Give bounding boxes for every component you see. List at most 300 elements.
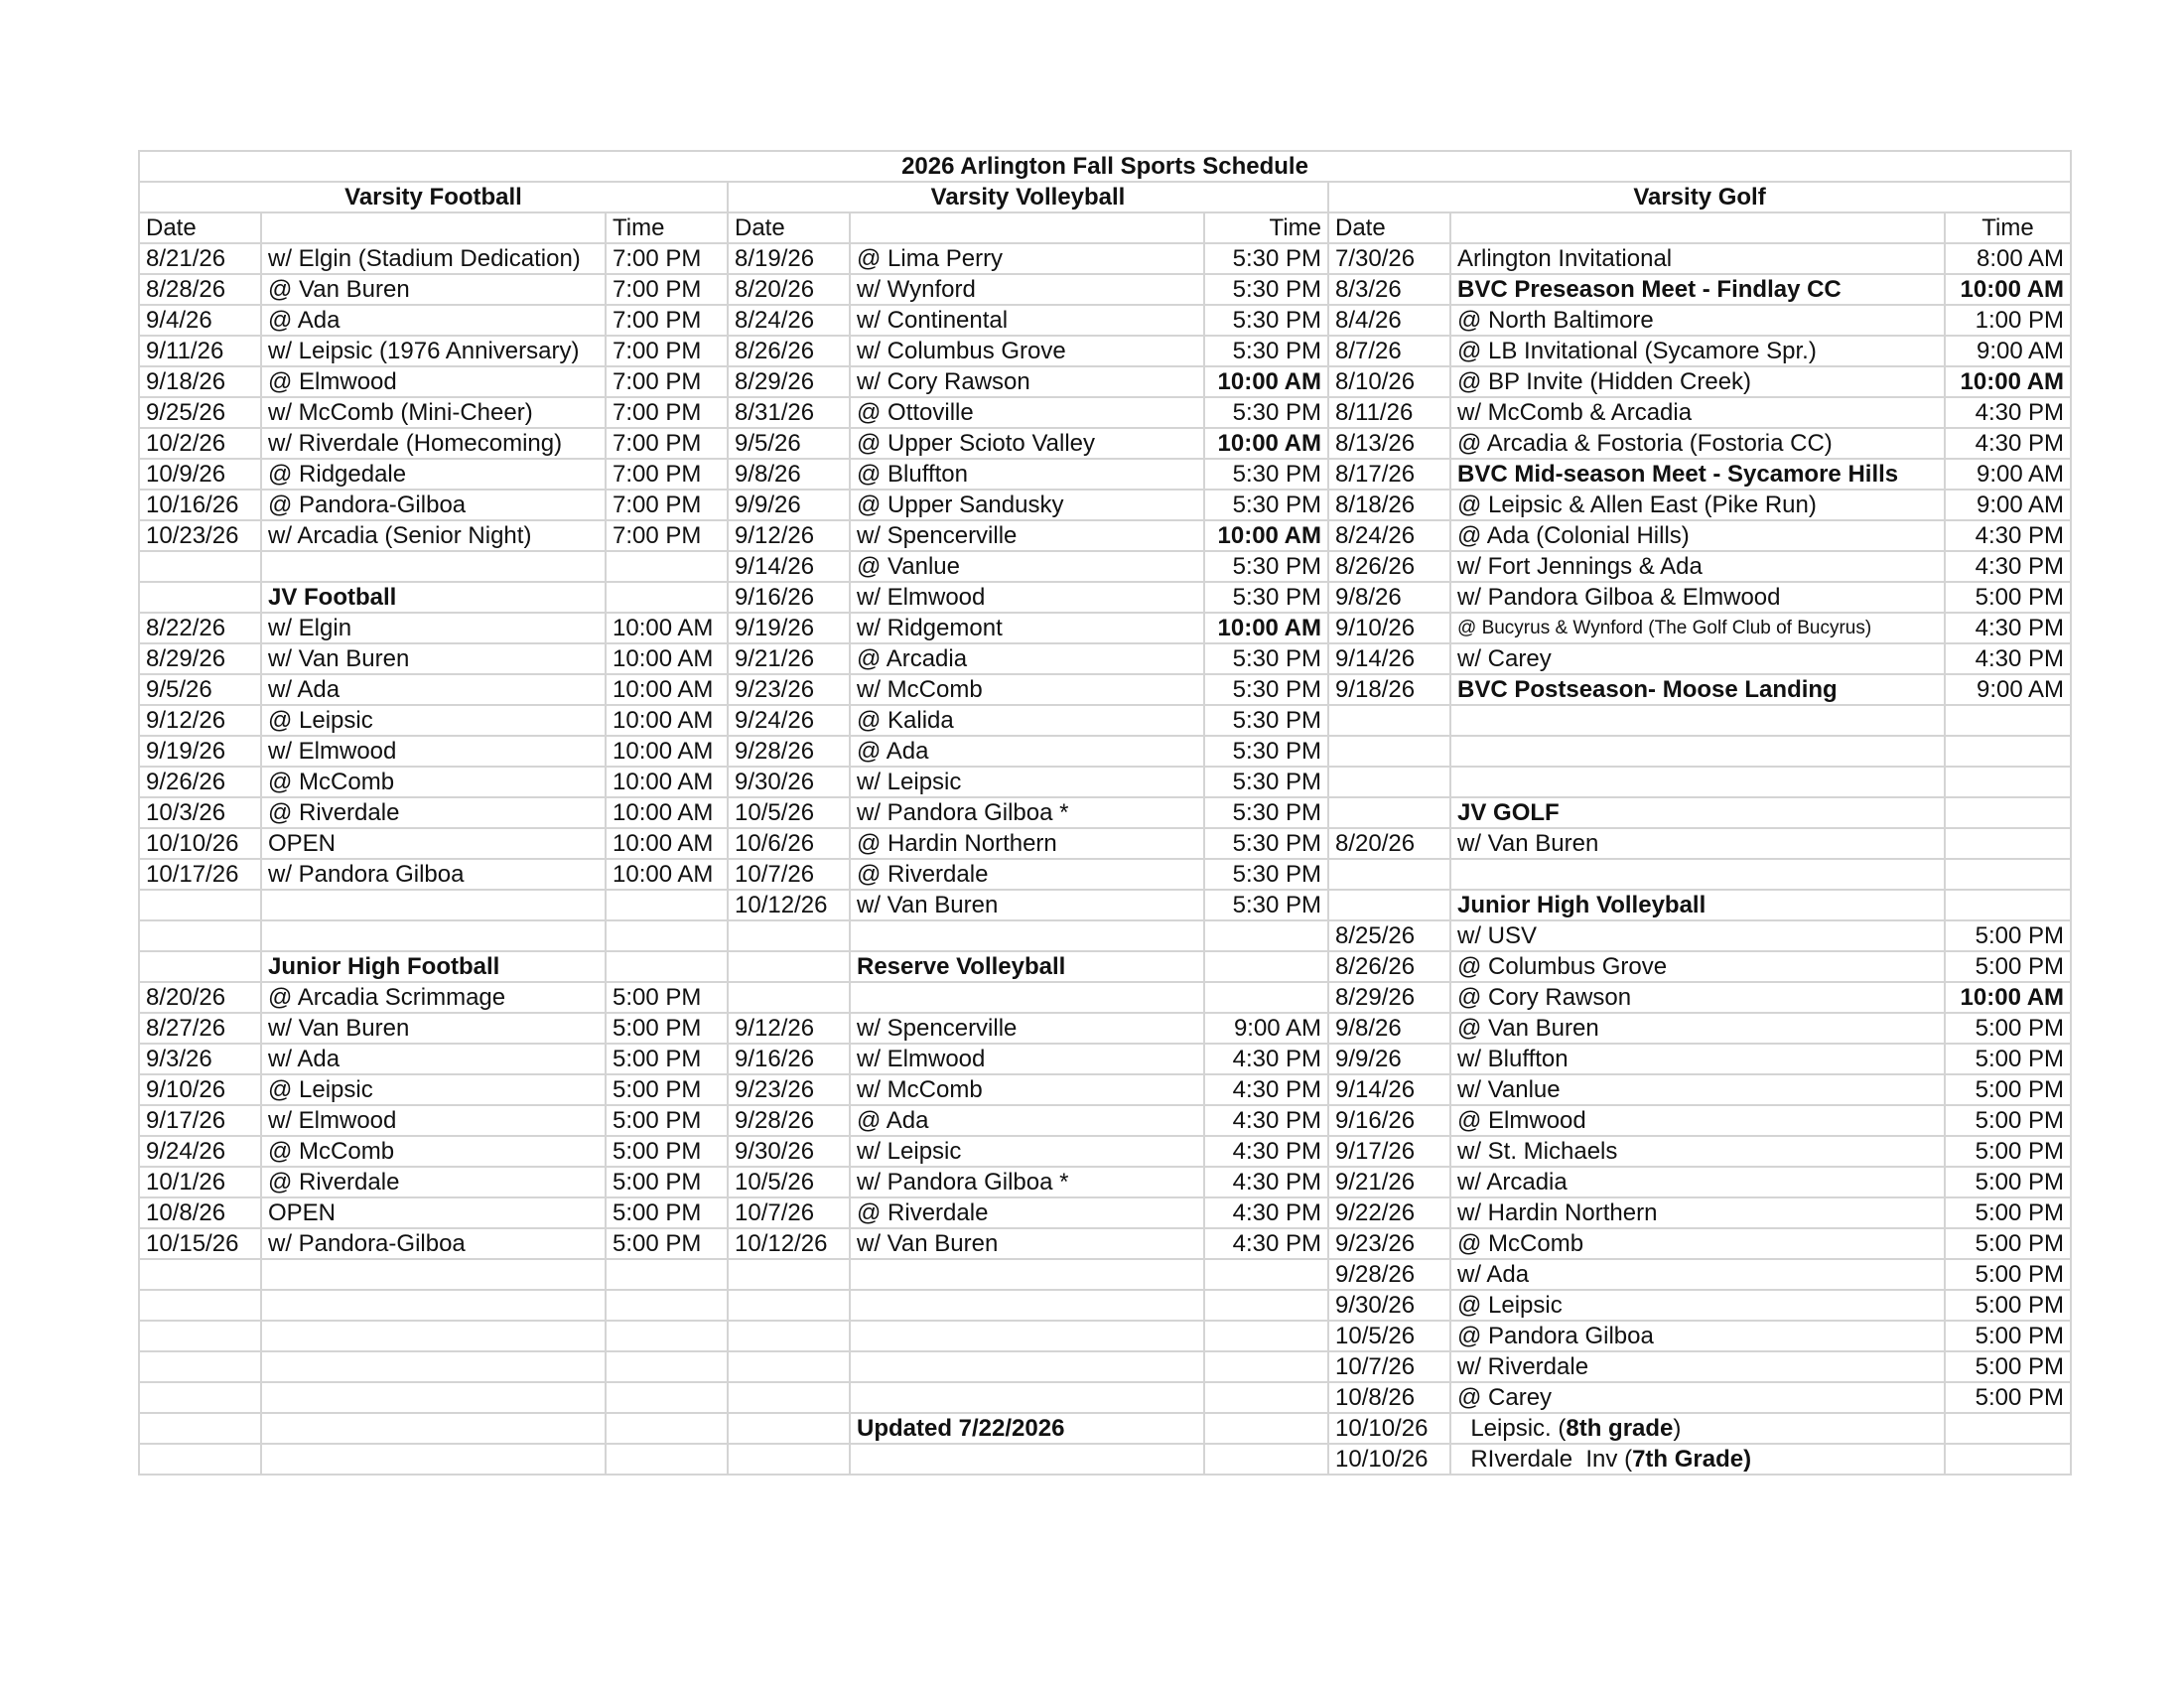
football-date-cell	[139, 1321, 261, 1351]
volleyball-time-cell: 4:30 PM	[1204, 1074, 1328, 1105]
golf-time-cell: 9:00 AM	[1945, 336, 2071, 366]
football-time-cell: 5:00 PM	[606, 1074, 728, 1105]
table-row	[139, 982, 2071, 1013]
golf-event-text-end: )	[1673, 1415, 1682, 1442]
volleyball-time-cell: 4:30 PM	[1204, 1044, 1328, 1074]
golf-date-cell	[1328, 736, 1450, 767]
football-date-cell: 9/18/26	[139, 366, 261, 397]
golf-time-cell: 4:30 PM	[1945, 551, 2071, 582]
football-opponent-cell: @ Leipsic	[261, 705, 606, 736]
volleyball-opponent-cell: @ Upper Scioto Valley	[850, 428, 1204, 459]
football-date-cell	[139, 1259, 261, 1290]
golf-event-cell: @ LB Invitational (Sycamore Spr.)	[1450, 336, 1945, 366]
column-header-row	[139, 212, 2071, 243]
football-opponent-cell: @ McComb	[261, 767, 606, 797]
golf-event-cell: w/ Ada	[1450, 1259, 1945, 1290]
football-date-cell: 10/3/26	[139, 797, 261, 828]
volleyball-time-cell: 4:30 PM	[1204, 1167, 1328, 1197]
volleyball-opponent-cell: w/ Spencerville	[850, 520, 1204, 551]
football-date-cell: 9/10/26	[139, 1074, 261, 1105]
golf-date-cell: 9/10/26	[1328, 613, 1450, 643]
golf-time-cell: 5:00 PM	[1945, 1228, 2071, 1259]
volleyball-date-cell	[728, 982, 850, 1013]
football-date-cell: 8/22/26	[139, 613, 261, 643]
golf-time-cell: 9:00 AM	[1945, 674, 2071, 705]
golf-event-cell: w/ Vanlue	[1450, 1074, 1945, 1105]
volleyball-opponent-cell: @ Riverdale	[850, 859, 1204, 890]
golf-date-cell: 9/14/26	[1328, 643, 1450, 674]
table-row	[139, 890, 2071, 920]
volleyball-opponent-cell: @ Bluffton	[850, 459, 1204, 490]
volleyball-opponent-cell: w/ Pandora Gilboa *	[850, 1167, 1204, 1197]
volleyball-opponent-cell: @ Vanlue	[850, 551, 1204, 582]
volleyball-opponent-cell: w/ Wynford	[850, 274, 1204, 305]
golf-date-cell: 8/18/26	[1328, 490, 1450, 520]
volleyball-date-cell: 9/23/26	[728, 674, 850, 705]
golf-time-cell	[1945, 828, 2071, 859]
golf-date-cell: 9/14/26	[1328, 1074, 1450, 1105]
golf-date-cell: 8/26/26	[1328, 551, 1450, 582]
football-time-cell: 5:00 PM	[606, 1136, 728, 1167]
volleyball-date-cell: 9/28/26	[728, 1105, 850, 1136]
football-opponent-cell: w/ Arcadia (Senior Night)	[261, 520, 606, 551]
football-opponent-cell: w/ Elmwood	[261, 736, 606, 767]
schedule-title: 2026 Arlington Fall Sports Schedule	[139, 151, 2071, 182]
date-header: Date	[728, 212, 850, 243]
golf-time-cell: 5:00 PM	[1945, 582, 2071, 613]
volleyball-date-cell: 10/6/26	[728, 828, 850, 859]
football-opponent-cell: w/ Pandora-Gilboa	[261, 1228, 606, 1259]
football-date-cell: 10/8/26	[139, 1197, 261, 1228]
table-row	[139, 1444, 2071, 1475]
volleyball-opponent-cell: @ Riverdale	[850, 1197, 1204, 1228]
volleyball-date-cell: 9/19/26	[728, 613, 850, 643]
volleyball-time-cell: 5:30 PM	[1204, 705, 1328, 736]
volleyball-opponent-cell	[850, 1290, 1204, 1321]
football-date-cell: 9/24/26	[139, 1136, 261, 1167]
golf-event-cell: @ Carey	[1450, 1382, 1945, 1413]
volleyball-time-cell	[1204, 1382, 1328, 1413]
golf-event-cell	[1450, 767, 1945, 797]
golf-event-cell: Junior High Volleyball	[1450, 890, 1945, 920]
football-opponent-cell	[261, 551, 606, 582]
golf-event-cell: @ North Baltimore	[1450, 305, 1945, 336]
golf-time-cell: 4:30 PM	[1945, 428, 2071, 459]
sport-header-varsity-golf: Varsity Golf	[1328, 182, 2071, 212]
golf-time-cell: 5:00 PM	[1945, 1197, 2071, 1228]
football-time-cell: 10:00 AM	[606, 643, 728, 674]
volleyball-time-cell: 5:30 PM	[1204, 767, 1328, 797]
volleyball-time-cell: 5:30 PM	[1204, 243, 1328, 274]
football-date-cell	[139, 1382, 261, 1413]
volleyball-date-cell: 8/29/26	[728, 366, 850, 397]
golf-date-cell: 9/28/26	[1328, 1259, 1450, 1290]
football-opponent-cell: w/ McComb (Mini-Cheer)	[261, 397, 606, 428]
golf-event-cell: @ Pandora Gilboa	[1450, 1321, 1945, 1351]
football-date-cell: 9/26/26	[139, 767, 261, 797]
golf-time-cell	[1945, 705, 2071, 736]
volleyball-opponent-cell: w/ McComb	[850, 674, 1204, 705]
football-opponent-cell	[261, 1382, 606, 1413]
football-opponent-cell: @ Pandora-Gilboa	[261, 490, 606, 520]
football-date-cell: 9/4/26	[139, 305, 261, 336]
golf-event-cell: BVC Preseason Meet - Findlay CC	[1450, 274, 1945, 305]
golf-time-cell	[1945, 890, 2071, 920]
golf-event-cell: w/ Bluffton	[1450, 1044, 1945, 1074]
golf-event-cell: Arlington Invitational	[1450, 243, 1945, 274]
volleyball-date-cell: 9/30/26	[728, 767, 850, 797]
football-date-cell: 8/28/26	[139, 274, 261, 305]
volleyball-date-cell: 9/12/26	[728, 1013, 850, 1044]
volleyball-opponent-cell: @ Ada	[850, 736, 1204, 767]
volleyball-opponent-cell: @ Ada	[850, 1105, 1204, 1136]
football-time-cell: 7:00 PM	[606, 459, 728, 490]
football-opponent-cell	[261, 1351, 606, 1382]
football-time-cell: 7:00 PM	[606, 490, 728, 520]
volleyball-opponent-cell: w/ Cory Rawson	[850, 366, 1204, 397]
volleyball-opponent-cell: w/ Leipsic	[850, 1136, 1204, 1167]
football-time-cell: 5:00 PM	[606, 1167, 728, 1197]
golf-date-cell: 8/20/26	[1328, 828, 1450, 859]
golf-time-cell: 5:00 PM	[1945, 1013, 2071, 1044]
football-time-cell: 7:00 PM	[606, 397, 728, 428]
football-time-cell: 10:00 AM	[606, 736, 728, 767]
volleyball-time-cell: 5:30 PM	[1204, 890, 1328, 920]
football-date-cell: 10/17/26	[139, 859, 261, 890]
football-opponent-cell: @ Riverdale	[261, 1167, 606, 1197]
table-row	[139, 305, 2071, 336]
volleyball-time-cell: 4:30 PM	[1204, 1228, 1328, 1259]
golf-time-cell: 5:00 PM	[1945, 1136, 2071, 1167]
table-row	[139, 951, 2071, 982]
golf-date-cell: 9/8/26	[1328, 1013, 1450, 1044]
football-opponent-cell: @ Van Buren	[261, 274, 606, 305]
football-opponent-cell: Junior High Football	[261, 951, 606, 982]
football-time-cell: 10:00 AM	[606, 828, 728, 859]
volleyball-opponent-cell	[850, 920, 1204, 951]
football-time-cell: 5:00 PM	[606, 1105, 728, 1136]
volleyball-date-cell: 10/7/26	[728, 1197, 850, 1228]
volleyball-date-cell	[728, 1321, 850, 1351]
golf-time-cell	[1945, 1413, 2071, 1444]
golf-time-cell: 5:00 PM	[1945, 1351, 2071, 1382]
football-date-cell: 10/9/26	[139, 459, 261, 490]
football-time-cell: 5:00 PM	[606, 1013, 728, 1044]
football-opponent-cell: w/ Pandora Gilboa	[261, 859, 606, 890]
football-opponent-cell: w/ Elgin	[261, 613, 606, 643]
golf-time-cell	[1945, 797, 2071, 828]
table-row	[139, 459, 2071, 490]
football-date-cell	[139, 582, 261, 613]
table-row	[139, 1105, 2071, 1136]
golf-time-cell: 5:00 PM	[1945, 1290, 2071, 1321]
volleyball-opponent-cell: Updated 7/22/2026	[850, 1413, 1204, 1444]
volleyball-date-cell: 9/14/26	[728, 551, 850, 582]
football-time-cell: 10:00 AM	[606, 859, 728, 890]
golf-event-cell: w/ Hardin Northern	[1450, 1197, 1945, 1228]
volleyball-date-cell: 9/28/26	[728, 736, 850, 767]
volleyball-time-cell: 4:30 PM	[1204, 1197, 1328, 1228]
volleyball-opponent-cell	[850, 982, 1204, 1013]
golf-date-cell: 9/30/26	[1328, 1290, 1450, 1321]
volleyball-time-cell: 5:30 PM	[1204, 274, 1328, 305]
golf-time-cell: 5:00 PM	[1945, 1259, 2071, 1290]
golf-event-cell: @ Arcadia & Fostoria (Fostoria CC)	[1450, 428, 1945, 459]
football-opponent-cell	[261, 1413, 606, 1444]
football-date-cell	[139, 1351, 261, 1382]
football-time-cell: 5:00 PM	[606, 1228, 728, 1259]
football-time-cell: 5:00 PM	[606, 982, 728, 1013]
golf-date-cell: 10/10/26	[1328, 1413, 1450, 1444]
football-time-cell	[606, 920, 728, 951]
golf-time-cell: 5:00 PM	[1945, 920, 2071, 951]
table-row	[139, 1290, 2071, 1321]
volleyball-time-cell: 5:30 PM	[1204, 336, 1328, 366]
football-time-cell: 7:00 PM	[606, 243, 728, 274]
golf-time-cell: 5:00 PM	[1945, 1382, 2071, 1413]
golf-time-cell: 5:00 PM	[1945, 951, 2071, 982]
table-row	[139, 736, 2071, 767]
volleyball-date-cell: 10/5/26	[728, 1167, 850, 1197]
golf-event-cell	[1450, 1413, 1945, 1444]
football-opponent-cell: w/ Van Buren	[261, 643, 606, 674]
football-time-cell: 10:00 AM	[606, 705, 728, 736]
volleyball-time-cell: 5:30 PM	[1204, 551, 1328, 582]
volleyball-opponent-cell: @ Lima Perry	[850, 243, 1204, 274]
football-date-cell: 9/19/26	[139, 736, 261, 767]
golf-event-cell	[1450, 736, 1945, 767]
football-time-cell: 7:00 PM	[606, 305, 728, 336]
volleyball-time-cell	[1204, 1413, 1328, 1444]
golf-date-cell: 10/7/26	[1328, 1351, 1450, 1382]
volleyball-date-cell: 8/20/26	[728, 274, 850, 305]
football-time-cell	[606, 1351, 728, 1382]
golf-event-cell: @ Cory Rawson	[1450, 982, 1945, 1013]
football-time-cell: 5:00 PM	[606, 1044, 728, 1074]
football-time-cell	[606, 1444, 728, 1475]
golf-date-cell: 8/11/26	[1328, 397, 1450, 428]
golf-time-cell: 10:00 AM	[1945, 366, 2071, 397]
volleyball-time-cell	[1204, 920, 1328, 951]
volleyball-time-cell: 10:00 AM	[1204, 366, 1328, 397]
golf-date-cell: 8/25/26	[1328, 920, 1450, 951]
table-row	[139, 551, 2071, 582]
football-opponent-cell: @ Ada	[261, 305, 606, 336]
volleyball-time-cell: 5:30 PM	[1204, 305, 1328, 336]
football-date-cell: 10/23/26	[139, 520, 261, 551]
volleyball-opponent-cell: w/ Elmwood	[850, 582, 1204, 613]
golf-date-cell	[1328, 890, 1450, 920]
football-date-cell: 9/17/26	[139, 1105, 261, 1136]
golf-date-cell	[1328, 859, 1450, 890]
sport-header-row	[139, 182, 2071, 212]
volleyball-date-cell: 10/7/26	[728, 859, 850, 890]
title-row	[139, 151, 2071, 182]
volleyball-date-cell: 8/26/26	[728, 336, 850, 366]
golf-time-cell: 4:30 PM	[1945, 613, 2071, 643]
volleyball-opponent-cell: w/ Continental	[850, 305, 1204, 336]
golf-time-cell	[1945, 767, 2071, 797]
volleyball-time-cell: 5:30 PM	[1204, 859, 1328, 890]
volleyball-date-cell: 10/12/26	[728, 890, 850, 920]
football-opponent-cell	[261, 1290, 606, 1321]
golf-date-cell: 8/4/26	[1328, 305, 1450, 336]
table-row	[139, 520, 2071, 551]
volleyball-date-cell: 9/5/26	[728, 428, 850, 459]
volleyball-time-cell: 10:00 AM	[1204, 428, 1328, 459]
volleyball-time-cell: 4:30 PM	[1204, 1136, 1328, 1167]
golf-date-cell: 9/23/26	[1328, 1228, 1450, 1259]
golf-event-cell: w/ Van Buren	[1450, 828, 1945, 859]
golf-time-cell	[1945, 859, 2071, 890]
golf-date-cell: 9/16/26	[1328, 1105, 1450, 1136]
table-row	[139, 582, 2071, 613]
golf-date-cell: 9/8/26	[1328, 582, 1450, 613]
golf-date-cell: 8/3/26	[1328, 274, 1450, 305]
football-date-cell	[139, 1413, 261, 1444]
volleyball-opponent-cell: w/ Elmwood	[850, 1044, 1204, 1074]
volleyball-opponent-cell	[850, 1351, 1204, 1382]
football-opponent-cell	[261, 1321, 606, 1351]
football-time-cell	[606, 582, 728, 613]
volleyball-date-cell: 9/24/26	[728, 705, 850, 736]
golf-event-cell	[1450, 1444, 1945, 1475]
golf-event-text: RIverdale Inv (	[1457, 1446, 1633, 1473]
volleyball-time-cell: 5:30 PM	[1204, 490, 1328, 520]
volleyball-date-cell: 9/23/26	[728, 1074, 850, 1105]
sport-header-varsity-football: Varsity Football	[139, 182, 728, 212]
volleyball-time-cell: 9:00 AM	[1204, 1013, 1328, 1044]
football-date-cell	[139, 890, 261, 920]
golf-event-cell: w/ Fort Jennings & Ada	[1450, 551, 1945, 582]
table-row	[139, 1228, 2071, 1259]
golf-event-cell	[1450, 859, 1945, 890]
volleyball-date-cell	[728, 920, 850, 951]
table-row	[139, 397, 2071, 428]
golf-date-cell: 7/30/26	[1328, 243, 1450, 274]
time-header: Time	[606, 212, 728, 243]
volleyball-date-cell: 9/9/26	[728, 490, 850, 520]
golf-event-cell: w/ Pandora Gilboa & Elmwood	[1450, 582, 1945, 613]
golf-event-cell: BVC Mid-season Meet - Sycamore Hills	[1450, 459, 1945, 490]
table-row	[139, 674, 2071, 705]
football-time-cell: 7:00 PM	[606, 366, 728, 397]
football-date-cell: 8/29/26	[139, 643, 261, 674]
golf-date-cell: 10/5/26	[1328, 1321, 1450, 1351]
date-header: Date	[1328, 212, 1450, 243]
football-opponent-cell: w/ Leipsic (1976 Anniversary)	[261, 336, 606, 366]
table-row	[139, 1197, 2071, 1228]
volleyball-time-cell: 5:30 PM	[1204, 674, 1328, 705]
table-row	[139, 1351, 2071, 1382]
volleyball-date-cell: 9/16/26	[728, 1044, 850, 1074]
volleyball-opponent-cell: w/ Leipsic	[850, 767, 1204, 797]
football-time-cell: 7:00 PM	[606, 520, 728, 551]
football-opponent-cell	[261, 920, 606, 951]
volleyball-date-cell: 9/21/26	[728, 643, 850, 674]
time-header: Time	[1945, 212, 2071, 243]
football-opponent-cell: @ Riverdale	[261, 797, 606, 828]
volleyball-opponent-cell: w/ Columbus Grove	[850, 336, 1204, 366]
golf-time-cell: 4:30 PM	[1945, 397, 2071, 428]
golf-time-cell	[1945, 1444, 2071, 1475]
golf-event-cell: @ Bucyrus & Wynford (The Golf Club of Bucyrus)	[1450, 613, 1945, 643]
golf-event-text: Leipsic. (	[1457, 1415, 1567, 1442]
football-date-cell: 8/20/26	[139, 982, 261, 1013]
golf-event-cell	[1450, 705, 1945, 736]
golf-time-cell: 4:30 PM	[1945, 520, 2071, 551]
golf-time-cell: 10:00 AM	[1945, 982, 2071, 1013]
volleyball-opponent-cell	[850, 1321, 1204, 1351]
golf-event-cell: w/ Carey	[1450, 643, 1945, 674]
football-time-cell	[606, 1259, 728, 1290]
football-opponent-cell: @ McComb	[261, 1136, 606, 1167]
volleyball-date-cell: 9/16/26	[728, 582, 850, 613]
golf-date-cell: 9/22/26	[1328, 1197, 1450, 1228]
volleyball-time-cell	[1204, 951, 1328, 982]
golf-date-cell: 9/21/26	[1328, 1167, 1450, 1197]
table-row	[139, 767, 2071, 797]
golf-event-cell: @ Columbus Grove	[1450, 951, 1945, 982]
volleyball-date-cell	[728, 1382, 850, 1413]
football-date-cell: 9/12/26	[139, 705, 261, 736]
table-row	[139, 1413, 2071, 1444]
date-header: Date	[139, 212, 261, 243]
table-row	[139, 797, 2071, 828]
football-time-cell	[606, 1321, 728, 1351]
golf-date-cell: 9/17/26	[1328, 1136, 1450, 1167]
golf-event-cell: @ Elmwood	[1450, 1105, 1945, 1136]
football-time-cell	[606, 1413, 728, 1444]
football-date-cell	[139, 551, 261, 582]
golf-time-cell	[1945, 736, 2071, 767]
football-opponent-cell: @ Ridgedale	[261, 459, 606, 490]
golf-time-cell: 5:00 PM	[1945, 1044, 2071, 1074]
volleyball-opponent-cell: @ Arcadia	[850, 643, 1204, 674]
time-header: Time	[1204, 212, 1328, 243]
volleyball-date-cell: 8/19/26	[728, 243, 850, 274]
golf-date-cell: 9/18/26	[1328, 674, 1450, 705]
football-opponent-cell: w/ Elgin (Stadium Dedication)	[261, 243, 606, 274]
golf-event-cell: JV GOLF	[1450, 797, 1945, 828]
football-opponent-cell: w/ Elmwood	[261, 1105, 606, 1136]
volleyball-date-cell	[728, 1413, 850, 1444]
football-time-cell: 10:00 AM	[606, 613, 728, 643]
golf-event-cell: w/ Riverdale	[1450, 1351, 1945, 1382]
football-opponent-cell: w/ Riverdale (Homecoming)	[261, 428, 606, 459]
sport-header-varsity-volleyball: Varsity Volleyball	[728, 182, 1328, 212]
table-row	[139, 428, 2071, 459]
volleyball-time-cell	[1204, 1290, 1328, 1321]
golf-date-cell: 9/9/26	[1328, 1044, 1450, 1074]
golf-event-cell: BVC Postseason- Moose Landing	[1450, 674, 1945, 705]
volleyball-time-cell: 4:30 PM	[1204, 1105, 1328, 1136]
football-time-cell: 7:00 PM	[606, 274, 728, 305]
table-row	[139, 613, 2071, 643]
football-date-cell: 9/11/26	[139, 336, 261, 366]
volleyball-opponent-cell: w/ Spencerville	[850, 1013, 1204, 1044]
golf-event-cell: w/ McComb & Arcadia	[1450, 397, 1945, 428]
volleyball-opponent-cell	[850, 1259, 1204, 1290]
volleyball-time-cell	[1204, 1444, 1328, 1475]
football-date-cell: 8/21/26	[139, 243, 261, 274]
table-row	[139, 336, 2071, 366]
golf-time-cell: 9:00 AM	[1945, 490, 2071, 520]
table-row	[139, 274, 2071, 305]
golf-time-cell: 1:00 PM	[1945, 305, 2071, 336]
football-opponent-cell: JV Football	[261, 582, 606, 613]
table-row	[139, 1259, 2071, 1290]
